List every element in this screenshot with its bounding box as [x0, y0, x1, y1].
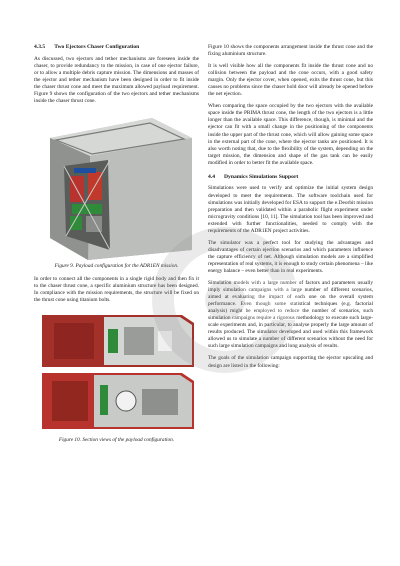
paragraph: Simulations were used to verify and optimize the initial system design developed to meet the requirements. The software toolchain used for simulations was initially developed for ESA to support the e.Deorbit mission preparation and then validated within a parabolic flight experiment under microgravity conditions [10, 11]. The simulation tool has been improved and extended with further functionalities, needed to comply with the requirements of the ADR1EN project activities. [208, 185, 373, 234]
section-title: Dynamics Simulations Support [224, 173, 299, 180]
section-heading-4-4 [208, 174, 373, 181]
section-number: 4.3.5 [34, 44, 46, 50]
section-view-top-structure [124, 327, 154, 355]
paragraph: When comparing the space occupied by the two ejectors with the available space inside the PRIMA thrust cone, the length of the two ejectors is a little longer than the available space. This difference, though, is minimal and the ejector can fit with a small change in the positioning of the components inside the upper part of the thrust cone, which will allow gaining some space in the external part of the cone, where the ejector tanks are positioned. It is also worth noting that, due to the flexibility of the system, depending on the target mission, the dimension and shape of the gas tank can be easily modified in order to better fit the available space. [208, 103, 373, 166]
section-number: 4.4 [208, 173, 215, 180]
figure-9-payload-render [40, 110, 200, 260]
blue-part [74, 168, 96, 173]
structure-part [86, 216, 102, 232]
paragraph: It is well visible how all the components fit inside the thrust cone and no collision between the payload and the cone occurs, with a good safety margin. Only the ejector cover, when opened, exits the thrust cone, but this causes no problems since the chaser hold door will already be opened before the net ejection. [208, 63, 373, 98]
section-view-top-ejector [54, 323, 94, 359]
paragraph: In order to connect all the components in a single rigid body and then fix it to the chaser thrust cone, a specific aluminium structure has been designed. In compliance with the mission requirements, the structure will be fixed on the thrust cone using titanium bolts. [34, 275, 199, 304]
section-view-bottom-ejector [52, 381, 88, 421]
section-view-bottom-tank [116, 391, 136, 411]
paragraph: As discussed, two ejectors and tether mechanisms are foreseen inside the chaser, to provide redundancy to the mission, in case of one ejector failure, or to allow a multiple debris capture mission. The dimensions and masses of the ejector and tether mechanism have been designed in order to fit inside the chaser thrust cone and meet the maximum allowed payload requirement. Figure 9 shows the configuration of the two ejectors and tether mechanisms inside the chaser thrust cone. [34, 55, 199, 104]
section-view-top-light [158, 331, 172, 351]
paragraph: The goals of the simulation campaign supporting the ejector upscaling and design are listed in the following: [208, 355, 373, 369]
section-view-top-green [108, 329, 118, 353]
paragraph: Figure 10 shows the components arrangement inside the thrust cone and the fixing aluminium structure. [208, 44, 373, 58]
left-column [34, 44, 199, 450]
paragraph: Simulation models with a large number of factors and parameters usually imply simulation campaigns with a large number of different scenarios, aimed at evaluating the impact of each one on the overall system performance. Even though some statistical techniques (e.g. factorial analysis) might be employed to reduce the number of scenarios, such simulation campaigns require a rigorous methodology to execute such large-scale experiments and, in particular, to analyse properly the large amount of results produced. The simulator developed and used within this framework allowed us to simulate a number of different scenarios without the need for such large simulation campaigns and long analysis of results. [208, 280, 373, 350]
figure-10-caption: Figure 10. Section views of the payload configuration. [58, 437, 175, 444]
section-view-bottom-structure [142, 389, 178, 415]
section-heading-4-3-5 [34, 44, 199, 51]
section-title: Two Ejectors Chaser Configuration [54, 44, 140, 50]
paragraph: The simulator was a perfect tool for studying the advantages and disadvantages of certain ejection scenarios and which parameters influence the capture efficiency of net. Although simulation models are a simplified representation of real systems, it is enough to study certain phenomena – like energy balance – even better than in real experiments. [208, 239, 373, 274]
figure-9-caption: Figure 9. Payload configuration for the ADR1EN mission. [54, 263, 179, 270]
figure-10-section-views [34, 309, 199, 434]
right-column [208, 44, 373, 375]
section-view-bottom-green [100, 385, 108, 415]
